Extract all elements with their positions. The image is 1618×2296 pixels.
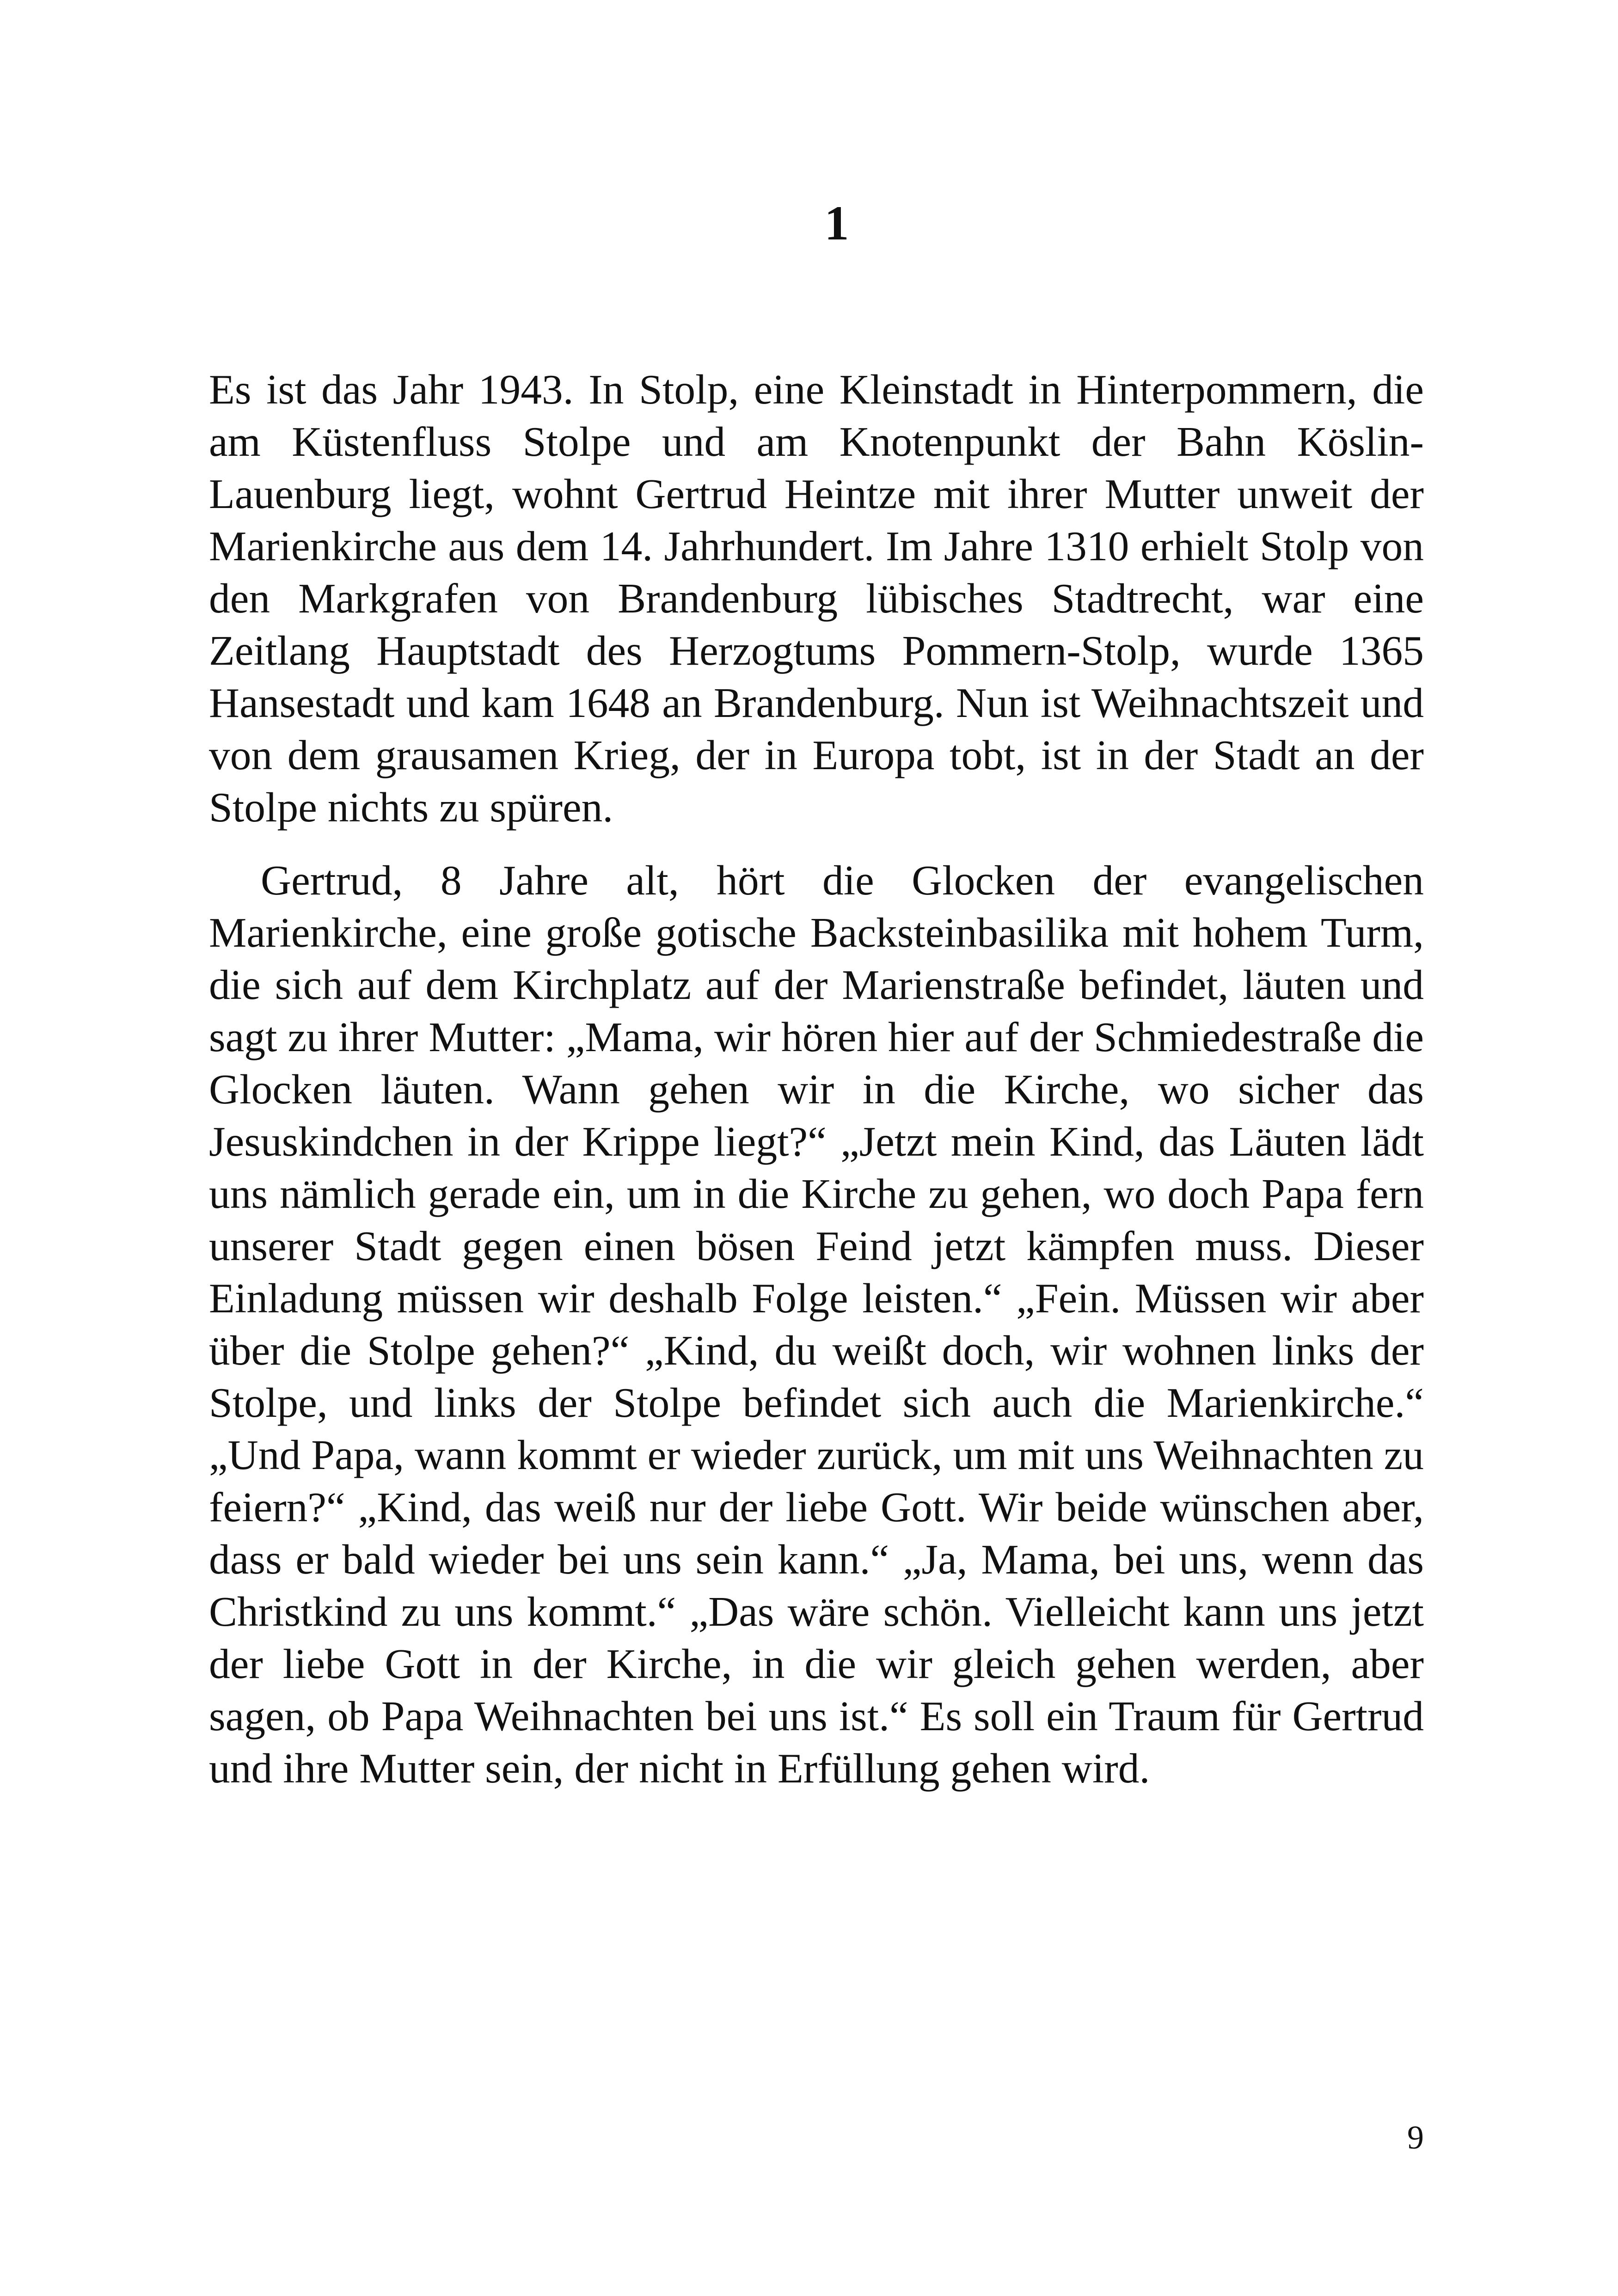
chapter-number: 1 xyxy=(824,196,849,250)
paragraph-2: Gertrud, 8 Jahre alt, hört die Glocken der evangelischen Marienkirche, eine große gotische Backsteinbasilika mit hohem Turm, die sich auf dem Kirchplatz auf der Marienstraße befindet, läuten und sagt zu ihrer Mutter: „Mama, wir hören hier auf der Schmiedestraße die Glocken läuten. Wann gehen wir in die Kirche, wo sicher das Jesuskindchen in der Krippe liegt?“ „Jetzt mein Kind, das Läuten lädt uns nämlich gerade ein, um in die Kirche zu gehen, wo doch Papa fern unserer Stadt gegen einen bösen Feind jetzt kämpfen muss. Dieser Einladung müssen wir deshalb Folge leisten.“ „Fein. Müssen wir aber über die Stolpe gehen?“ „Kind, du weißt doch, wir wohnen links der Stolpe, und links der Stolpe befindet sich auch die Marienkirche.“ „Und Papa, wann kommt er wieder zurück, um mit uns Weihnachten zu feiern?“ „Kind, das weiß nur der liebe Gott. Wir beide wünschen aber, dass er bald wieder bei uns sein kann.“ „Ja, Mama, bei uns, wenn das Christkind zu uns kommt.“ „Das wäre schön. Vielleicht kann uns jetzt der liebe Gott in der Kirche, in die wir gleich gehen werden, aber sagen, ob Papa Weihnachten bei uns ist.“ Es soll ein Traum für Gertrud und ihre Mutter sein, der nicht in Erfüllung gehen wird. xyxy=(209,857,1424,1792)
paragraph-1: Es ist das Jahr 1943. In Stolp, eine Kleinstadt in Hinterpommern, die am Küstenfluss Stolpe und am Knotenpunkt der Bahn Köslin-Lauenburg liegt, wohnt Gertrud Heintze mit ihrer Mutter unweit der Marienkirche aus dem 14. Jahrhundert. Im Jahre 1310 erhielt Stolp von den Markgrafen von Brandenburg lübisches Stadtrecht, war eine Zeitlang Hauptstadt des Herzogtums Pommern-Stolp, wurde 1365 Hansestadt und kam 1648 an Brandenburg. Nun ist Weihnachtszeit und von dem grausamen Krieg, der in Europa tobt, ist in der Stadt an der Stolpe nichts zu spüren. xyxy=(209,366,1424,831)
chapter-text xyxy=(209,363,1424,1794)
page-number: 9 xyxy=(1407,2119,1424,2156)
